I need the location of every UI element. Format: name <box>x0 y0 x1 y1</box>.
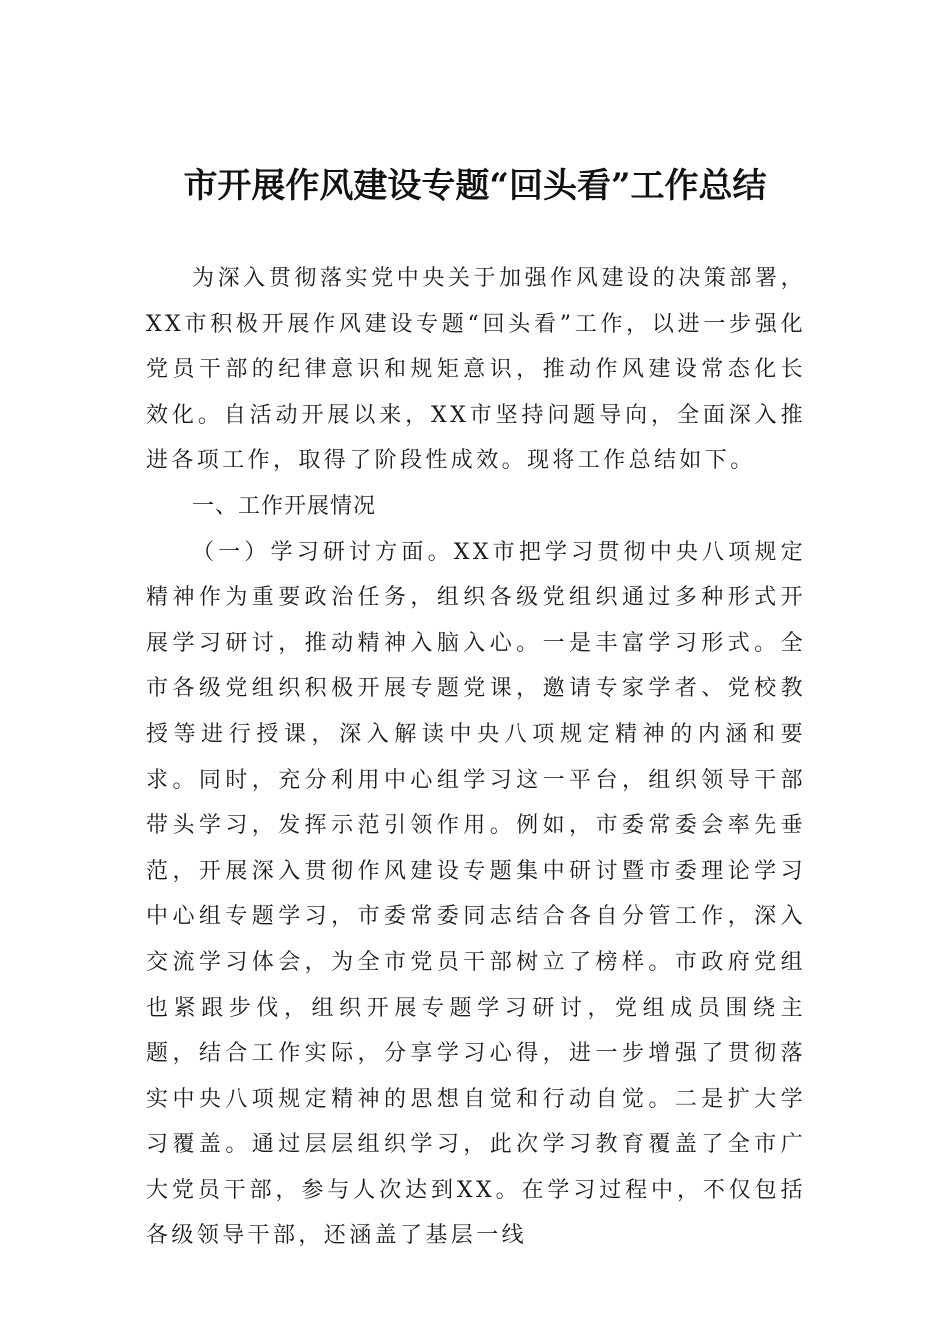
section-paragraph: （一）学习研讨方面。XX市把学习贯彻中央八项规定精神作为重要政治任务，组织各级党组织通过多种形式开展学习研讨，推动精神入脑入心。一是丰富学习形式。全市各级党组织积极开展专题党课，邀请专家学者、党校教授等进行授课，深入解读中央八项规定精神的内涵和要求。同时，充分利用中心组学习这一平台，组织领导干部带头学习，发挥示范引领作用。例如，市委常委会率先垂范，开展深入贯彻作风建设专题集中研讨暨市委理论学习中心组专题学习，市委常委同志结合各自分管工作，深入交流学习体会，为全市党员干部树立了榜样。市政府党组也紧跟步伐，组织开展专题学习研讨，党组成员围绕主题，结合工作实际，分享学习心得，进一步增强了贯彻落实中央八项规定精神的思想自觉和行动自觉。二是扩大学习覆盖。通过层层组织学习，此次学习教育覆盖了全市广大党员干部，参与人次达到XX。在学习过程中，不仅包括各级领导干部，还涵盖了基层一线 <box>146 539 806 1249</box>
section-heading: 一、工作开展情况 <box>192 493 377 519</box>
intro-paragraph: 为深入贯彻落实党中央关于加强作风建设的决策部署，XX市积极开展作风建设专题“回头看”工作，以进一步强化党员干部的纪律意识和规矩意识，推动作风建设常态化长效化。自活动开展以来，XX市坚持问题导向，全面深入推进各项工作，取得了阶段性成效。现将工作总结如下。 <box>146 266 806 474</box>
document-title: 市开展作风建设专题“回头看”工作总结 <box>183 166 767 206</box>
document-body <box>146 256 806 1259</box>
